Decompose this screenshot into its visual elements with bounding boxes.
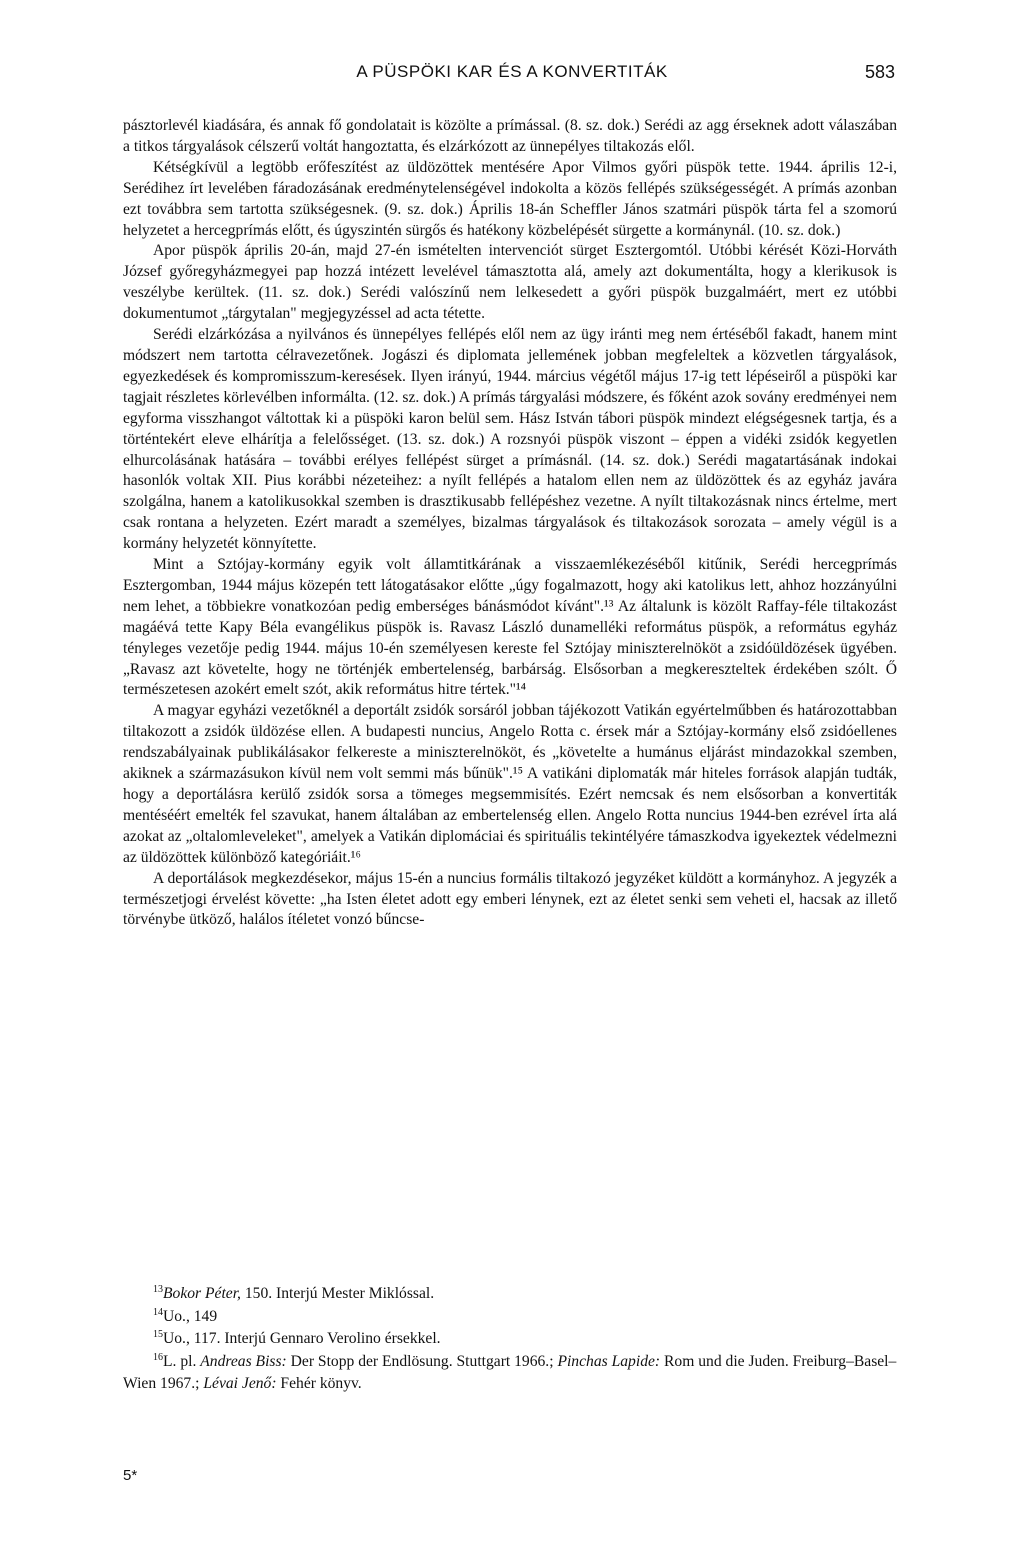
footnote: [123, 1351, 897, 1396]
paragraph: Serédi elzárkózása a nyilvános és ünnepélyes fellépés elől nem az ügy iránti meg nem értéséből fakadt, hanem mint módszert nem tartotta célravezetőnek. Jogászi és diplomata jellemének jobban megfeleltek a közvetlen tárgyalások, egyezkedések és kompromisszum-keresések. Ilyen irányú, 1944. március végétől május 17-ig tett lépéseiről a püspöki kar tagjait részletes körlevélben informálta. (12. sz. dok.) A prímás tárgyalási módszere, és főként azok sovány eredményei nem egyforma visszhangot váltottak ki a püspöki karon belül sem. Hász István tábori püspök mindezt elégségesnek tartja, és a történtekért eleve elhárítja a felelősséget. (13. sz. dok.) A rozsnyói püspök viszont – éppen a vidéki zsidók kegyetlen elhurcolásának hatására – további erélyes fellépést sürget a prímásnál. (14. sz. dok.) Serédi magatartásának indokai hasonlók voltak XII. Pius korábbi nézeteihez: a nyílt fellépés a hatalom ellen nem az üldözöttek és az egyház javára szolgálna, hanem a katolikusokkal szemben is drasztikusabb fellépéshez vezetne. A nyílt tiltakozásnak nincs értelme, mert csak rontana a helyzeten. Ezért maradt a személyes, bizalmas tárgyalások és tiltakozások sorozata – amely végül is a kormány helyzetét könnyítette.: [123, 326, 897, 553]
signature-mark: 5*: [123, 1467, 138, 1484]
footnote-text: Fehér könyv.: [276, 1375, 362, 1392]
footnote-author: Lévai Jenő:: [203, 1375, 277, 1392]
footnote: [123, 1283, 897, 1306]
page-number: 583: [864, 62, 895, 82]
footnote-text: Uo., 149: [163, 1307, 218, 1325]
paragraph: pásztorlevél kiadására, és annak fő gondolatait is közölte a prímással. (8. sz. dok.) Serédi az agg érseknek adott válaszában a titkos tárgyalások célszerű voltát hangoztatta, és elzárkózott az ünnepélyes tiltakozás elől.: [123, 117, 897, 155]
footnote-text: L. pl.: [163, 1352, 201, 1370]
body-text: [123, 116, 897, 931]
footnote-text: 150. Interjú Mester Miklóssal.: [240, 1285, 435, 1302]
page-header: [0, 62, 1024, 88]
footnotes: [123, 1283, 897, 1396]
footnote-author: Bokor Péter,: [163, 1285, 241, 1302]
footnote-author: Pinchas Lapide:: [557, 1352, 661, 1370]
paragraph: Kétségkívül a legtöbb erőfeszítést az üldözöttek mentésére Apor Vilmos győri püspök tette. 1944. április 12-i, Serédihez írt levelében fáradozásának eredménytelenségével indokolta a közös fellépés szükségességét. A prímás azonban ezt továbbra sem tartotta szükségesnek. (9. sz. dok.) Április 18-án Scheffler János szatmári püspök tárta fel a szomorú helyzetet a hercegprímás előtt, és úgyszintén sürgős és hatékony közbelépését sürgette a kormánynál. (10. sz. dok.): [123, 158, 897, 239]
footnote-number: 16: [153, 1351, 163, 1363]
running-title: A PÜSPÖKI KAR ÉS A KONVERTITÁK: [356, 62, 668, 81]
footnote-number: 13: [153, 1283, 163, 1295]
paragraph: A deportálások megkezdésekor, május 15-én a nuncius formális tiltakozó jegyzéket küldött a kormányhoz. A jegyzék a természetjogi érvelést követte: „ha Isten életet adott egy emberi lénynek, ezt az életet senki sem veheti el, hacsak az illető törvénybe ütköző, halálos ítéletet vonzó bűncse-: [123, 869, 897, 929]
paragraph: Apor püspök április 20-án, majd 27-én ismételten intervenciót sürget Esztergomtól. Utóbbi kérését Közi-Horváth József győregyházmegyei pap hozzá intézett levelével támasztotta alá, amely azt dokumentálta, hogy a klerikusok is veszélybe kerültek. (11. sz. dok.) Serédi valószínű nem lelkesedett a győri püspök buzgalmáért, mert ez utóbbi dokumentumot „tárgytalan" megjegyzéssel ad acta tétette.: [123, 242, 897, 323]
footnote-text: Der Stopp der Endlösung. Stuttgart 1966.;: [286, 1352, 558, 1370]
footnote-text: Rom und die Juden. Freiburg–Basel–Wien 1967.;: [123, 1352, 897, 1392]
footnote: [123, 1328, 897, 1351]
footnote-text: Uo., 117. Interjú Gennaro Verolino érsekkel.: [163, 1330, 441, 1347]
footnote-author: Andreas Biss:: [200, 1352, 287, 1370]
footnote-number: 15: [153, 1328, 163, 1340]
paragraph: A magyar egyházi vezetőknél a deportált zsidók sorsáról jobban tájékozott Vatikán egyértelműbben és határozottabban tiltakozott a zsidók üldözése ellen. A budapesti nuncius, Angelo Rotta c. érsek már a Sztójay-kormány első zsidóellenes rendszabályainak publikálásakor felkereste a miniszterelnököt, és „követelte a humánus eljárást mindazokkal szemben, akiknek a származásukon kívül nem volt semmi más bűnük".¹⁵ A vatikáni diplomaták már hiteles források alapján tudták, hogy a deportálásra kerülő zsidók sorsa a tömeges megsemmisítés. Ezért nemcsak és nem elsősorban a konvertiták mentéséért emelték fel szavukat, hanem általában az embertelenség ellen. Angelo Rotta nuncius 1944-ben ezrével írta alá azokat az „oltalomleveleket", amelyek a Vatikán diplomáciai és spirituális tekintélyére támaszkodva igyekeztek védelmezni az üldözöttek különböző kategóriáit.¹⁶: [123, 702, 897, 866]
paragraph: Mint a Sztójay-kormány egyik volt államtitkárának a visszaemlékezéséből kitűnik, Serédi hercegprímás Esztergomban, 1944 május közepén tett látogatásakor előtte „úgy fogalmazott, hogy aki katolikus lett, ahhoz hozzányúlni nem lehet, a többiekre vonatkozóan pedig emberséges bánásmódot kívánt".¹³ Az általunk is közölt Raffay-féle tiltakozást magáévá tette Kapy Béla evangélikus püspök is. Ravasz László dunamelléki református püspök, a református egyház tényleges vezetője pedig 1944. május 10-én személyesen kereste fel Sztójay miniszterelnököt a zsidóüldözések ügyében. „Ravasz azt követelte, hogy ne történjék embertelenség, barbárság. Elsősorban a megkereszteltek érdekében szólt. Ő természetesen azokért emelt szót, akik református hitre tértek."¹⁴: [123, 556, 897, 699]
footnote: [123, 1306, 897, 1329]
footnote-number: 14: [153, 1306, 163, 1318]
